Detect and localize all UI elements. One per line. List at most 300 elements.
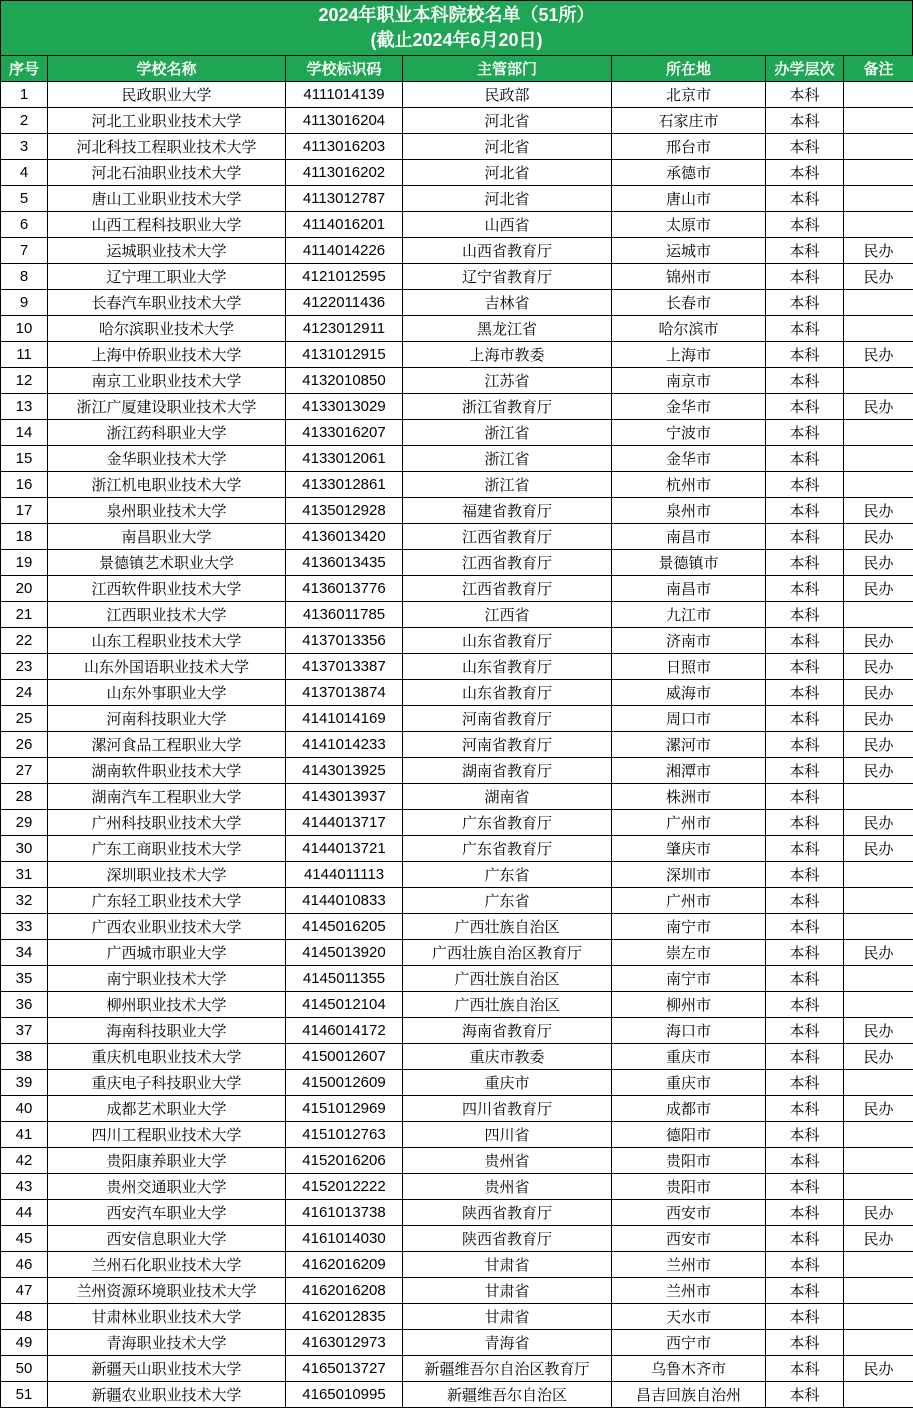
cell-note [844,316,913,342]
cell-note [844,1070,913,1096]
cell-school-id: 4133013029 [286,394,403,420]
cell-authority: 新疆维吾尔自治区 [403,1382,612,1408]
cell-level: 本科 [766,992,844,1018]
cell-authority: 辽宁省教育厅 [403,264,612,290]
cell-level: 本科 [766,602,844,628]
cell-level: 本科 [766,524,844,550]
cell-school-id: 4162012835 [286,1304,403,1330]
cell-location: 景德镇市 [612,550,766,576]
cell-index: 8 [1,264,48,290]
table-row [1,628,913,654]
cell-authority: 四川省教育厅 [403,1096,612,1122]
cell-school-id: 4136013420 [286,524,403,550]
cell-authority: 江西省教育厅 [403,524,612,550]
cell-level: 本科 [766,784,844,810]
cell-level: 本科 [766,1096,844,1122]
table-title-line1: 2024年职业本科院校名单（51所） [1,3,912,28]
cell-note: 民办 [844,1096,913,1122]
cell-index: 40 [1,1096,48,1122]
cell-index: 11 [1,342,48,368]
cell-note: 民办 [844,1356,913,1382]
cell-location: 威海市 [612,680,766,706]
table-row [1,758,913,784]
cell-location: 乌鲁木齐市 [612,1356,766,1382]
table-row [1,498,913,524]
cell-location: 哈尔滨市 [612,316,766,342]
cell-index: 5 [1,186,48,212]
cell-school-id: 4145013920 [286,940,403,966]
table-row [1,862,913,888]
cell-index: 50 [1,1356,48,1382]
cell-level: 本科 [766,628,844,654]
cell-school-name: 广东轻工职业技术大学 [48,888,286,914]
table-row [1,1122,913,1148]
cell-location: 周口市 [612,706,766,732]
table-row [1,1356,913,1382]
table-header [1,56,913,82]
cell-school-id: 4162016209 [286,1252,403,1278]
cell-index: 2 [1,108,48,134]
cell-authority: 江西省教育厅 [403,550,612,576]
cell-school-name: 南宁职业技术大学 [48,966,286,992]
cell-school-id: 4144011113 [286,862,403,888]
cell-level: 本科 [766,394,844,420]
table-row [1,1044,913,1070]
cell-location: 金华市 [612,394,766,420]
cell-index: 13 [1,394,48,420]
cell-index: 39 [1,1070,48,1096]
cell-school-id: 4141014233 [286,732,403,758]
cell-index: 44 [1,1200,48,1226]
cell-level: 本科 [766,1070,844,1096]
table-row [1,1096,913,1122]
cell-level: 本科 [766,1044,844,1070]
table-row [1,1148,913,1174]
cell-location: 石家庄市 [612,108,766,134]
table-row [1,472,913,498]
cell-school-id: 4152012222 [286,1174,403,1200]
cell-school-id: 4137013356 [286,628,403,654]
cell-level: 本科 [766,212,844,238]
cell-note [844,1174,913,1200]
cell-authority: 广东省教育厅 [403,810,612,836]
cell-level: 本科 [766,1382,844,1408]
cell-index: 36 [1,992,48,1018]
cell-school-id: 4133012061 [286,446,403,472]
cell-index: 29 [1,810,48,836]
cell-school-id: 4137013874 [286,680,403,706]
cell-location: 南昌市 [612,524,766,550]
table-row [1,394,913,420]
table-row [1,1226,913,1252]
cell-school-name: 漯河食品工程职业大学 [48,732,286,758]
cell-school-name: 景德镇艺术职业大学 [48,550,286,576]
cell-level: 本科 [766,758,844,784]
cell-note: 民办 [844,1226,913,1252]
cell-note [844,134,913,160]
cell-note [844,446,913,472]
cell-school-name: 山西工程科技职业大学 [48,212,286,238]
cell-school-name: 河北石油职业技术大学 [48,160,286,186]
table-row [1,680,913,706]
cell-level: 本科 [766,836,844,862]
cell-school-id: 4141014169 [286,706,403,732]
cell-location: 重庆市 [612,1044,766,1070]
cell-level: 本科 [766,810,844,836]
cell-note [844,1330,913,1356]
cell-index: 48 [1,1304,48,1330]
cell-school-id: 4113016204 [286,108,403,134]
cell-location: 广州市 [612,888,766,914]
cell-school-name: 新疆农业职业技术大学 [48,1382,286,1408]
cell-school-id: 4161013738 [286,1200,403,1226]
cell-school-name: 湖南汽车工程职业大学 [48,784,286,810]
cell-level: 本科 [766,472,844,498]
cell-school-id: 4144013717 [286,810,403,836]
cell-level: 本科 [766,576,844,602]
cell-authority: 民政部 [403,82,612,108]
cell-school-name: 贵阳康养职业大学 [48,1148,286,1174]
cell-location: 九江市 [612,602,766,628]
cell-school-name: 南京工业职业技术大学 [48,368,286,394]
cell-authority: 山东省教育厅 [403,680,612,706]
cell-index: 3 [1,134,48,160]
cell-location: 广州市 [612,810,766,836]
cell-note [844,992,913,1018]
cell-school-name: 新疆天山职业技术大学 [48,1356,286,1382]
cell-authority: 福建省教育厅 [403,498,612,524]
cell-level: 本科 [766,108,844,134]
cell-level: 本科 [766,446,844,472]
table-row [1,420,913,446]
cell-note [844,914,913,940]
cell-level: 本科 [766,1148,844,1174]
cell-location: 南昌市 [612,576,766,602]
cell-level: 本科 [766,1278,844,1304]
cell-note: 民办 [844,836,913,862]
table-title [0,0,913,55]
cell-authority: 湖南省教育厅 [403,758,612,784]
cell-school-name: 深圳职业技术大学 [48,862,286,888]
cell-index: 14 [1,420,48,446]
cell-level: 本科 [766,914,844,940]
cell-authority: 河北省 [403,134,612,160]
cell-note [844,1148,913,1174]
cell-authority: 重庆市教委 [403,1044,612,1070]
cell-index: 12 [1,368,48,394]
cell-location: 西安市 [612,1226,766,1252]
column-header-authority: 主管部门 [403,56,612,82]
cell-level: 本科 [766,732,844,758]
cell-index: 18 [1,524,48,550]
cell-index: 6 [1,212,48,238]
cell-note: 民办 [844,524,913,550]
cell-school-name: 运城职业技术大学 [48,238,286,264]
cell-school-id: 4133016207 [286,420,403,446]
cell-note: 民办 [844,342,913,368]
cell-school-name: 四川工程职业技术大学 [48,1122,286,1148]
cell-location: 漯河市 [612,732,766,758]
cell-location: 贵阳市 [612,1174,766,1200]
cell-school-name: 山东外国语职业技术大学 [48,654,286,680]
column-header-school-name: 学校名称 [48,56,286,82]
table-row [1,1304,913,1330]
cell-note [844,108,913,134]
cell-authority: 甘肃省 [403,1278,612,1304]
cell-school-name: 辽宁理工职业大学 [48,264,286,290]
cell-school-id: 4146014172 [286,1018,403,1044]
cell-school-id: 4144010833 [286,888,403,914]
cell-location: 西宁市 [612,1330,766,1356]
cell-index: 1 [1,82,48,108]
cell-level: 本科 [766,1122,844,1148]
column-header-level: 办学层次 [766,56,844,82]
table-row [1,1330,913,1356]
table-row [1,940,913,966]
cell-note: 民办 [844,550,913,576]
cell-authority: 四川省 [403,1122,612,1148]
table-row [1,316,913,342]
cell-index: 38 [1,1044,48,1070]
table-row [1,1278,913,1304]
cell-location: 泉州市 [612,498,766,524]
cell-school-name: 上海中侨职业技术大学 [48,342,286,368]
cell-note: 民办 [844,654,913,680]
cell-index: 33 [1,914,48,940]
cell-authority: 河南省教育厅 [403,732,612,758]
cell-authority: 江西省 [403,602,612,628]
cell-location: 成都市 [612,1096,766,1122]
table-row [1,342,913,368]
cell-note [844,82,913,108]
cell-school-name: 哈尔滨职业技术大学 [48,316,286,342]
cell-note [844,1278,913,1304]
cell-school-id: 4113012787 [286,186,403,212]
cell-authority: 青海省 [403,1330,612,1356]
cell-authority: 广西壮族自治区 [403,914,612,940]
cell-location: 日照市 [612,654,766,680]
table-row [1,1200,913,1226]
cell-school-name: 广西农业职业技术大学 [48,914,286,940]
cell-school-id: 4152016206 [286,1148,403,1174]
cell-index: 9 [1,290,48,316]
cell-authority: 山西省教育厅 [403,238,612,264]
cell-note [844,472,913,498]
cell-authority: 广西壮族自治区教育厅 [403,940,612,966]
cell-school-name: 河南科技职业大学 [48,706,286,732]
cell-school-name: 江西职业技术大学 [48,602,286,628]
cell-location: 北京市 [612,82,766,108]
cell-note: 民办 [844,810,913,836]
table-row [1,446,913,472]
cell-school-name: 广西城市职业大学 [48,940,286,966]
cell-location: 金华市 [612,446,766,472]
cell-school-name: 重庆电子科技职业大学 [48,1070,286,1096]
cell-note: 民办 [844,732,913,758]
cell-authority: 广东省教育厅 [403,836,612,862]
cell-authority: 黑龙江省 [403,316,612,342]
cell-level: 本科 [766,342,844,368]
cell-school-id: 4123012911 [286,316,403,342]
table-row [1,368,913,394]
cell-authority: 浙江省 [403,446,612,472]
cell-note: 民办 [844,264,913,290]
cell-note: 民办 [844,628,913,654]
cell-level: 本科 [766,82,844,108]
cell-level: 本科 [766,966,844,992]
table-row [1,1018,913,1044]
cell-level: 本科 [766,940,844,966]
cell-index: 27 [1,758,48,784]
cell-school-name: 兰州资源环境职业技术大学 [48,1278,286,1304]
cell-school-name: 江西软件职业技术大学 [48,576,286,602]
cell-note [844,1382,913,1408]
column-header-school-id: 学校标识码 [286,56,403,82]
cell-level: 本科 [766,498,844,524]
cell-authority: 陕西省教育厅 [403,1226,612,1252]
cell-level: 本科 [766,1200,844,1226]
cell-school-id: 4135012928 [286,498,403,524]
cell-index: 32 [1,888,48,914]
cell-authority: 河北省 [403,186,612,212]
cell-index: 7 [1,238,48,264]
cell-index: 16 [1,472,48,498]
cell-school-name: 西安信息职业大学 [48,1226,286,1252]
cell-note: 民办 [844,238,913,264]
cell-level: 本科 [766,368,844,394]
cell-location: 兰州市 [612,1252,766,1278]
table-row [1,1070,913,1096]
cell-location: 南宁市 [612,914,766,940]
cell-authority: 浙江省 [403,472,612,498]
cell-location: 昌吉回族自治州 [612,1382,766,1408]
cell-index: 41 [1,1122,48,1148]
cell-index: 49 [1,1330,48,1356]
cell-note [844,160,913,186]
cell-authority: 新疆维吾尔自治区教育厅 [403,1356,612,1382]
table-row [1,576,913,602]
cell-school-name: 青海职业技术大学 [48,1330,286,1356]
cell-index: 23 [1,654,48,680]
cell-school-id: 4161014030 [286,1226,403,1252]
cell-school-id: 4163012973 [286,1330,403,1356]
table-row [1,108,913,134]
cell-index: 19 [1,550,48,576]
cell-index: 24 [1,680,48,706]
table-row [1,238,913,264]
cell-location: 德阳市 [612,1122,766,1148]
cell-location: 株洲市 [612,784,766,810]
cell-index: 4 [1,160,48,186]
cell-school-name: 河北科技工程职业技术大学 [48,134,286,160]
cell-location: 天水市 [612,1304,766,1330]
cell-authority: 广西壮族自治区 [403,966,612,992]
cell-index: 22 [1,628,48,654]
cell-authority: 贵州省 [403,1148,612,1174]
cell-school-id: 4165013727 [286,1356,403,1382]
header-row [1,56,913,82]
table-row [1,290,913,316]
cell-index: 47 [1,1278,48,1304]
cell-location: 柳州市 [612,992,766,1018]
cell-location: 南宁市 [612,966,766,992]
cell-index: 26 [1,732,48,758]
cell-authority: 上海市教委 [403,342,612,368]
cell-school-id: 4144013721 [286,836,403,862]
table-row [1,784,913,810]
cell-index: 35 [1,966,48,992]
cell-location: 西安市 [612,1200,766,1226]
cell-note [844,888,913,914]
cell-authority: 重庆市 [403,1070,612,1096]
cell-note [844,862,913,888]
cell-school-id: 4137013387 [286,654,403,680]
table-row [1,706,913,732]
cell-location: 崇左市 [612,940,766,966]
cell-school-id: 4151012969 [286,1096,403,1122]
table-row [1,888,913,914]
table-row [1,966,913,992]
cell-authority: 江苏省 [403,368,612,394]
cell-level: 本科 [766,160,844,186]
cell-level: 本科 [766,1174,844,1200]
cell-authority: 广东省 [403,862,612,888]
table-row [1,160,913,186]
cell-level: 本科 [766,1226,844,1252]
cell-note [844,1252,913,1278]
cell-note: 民办 [844,706,913,732]
cell-authority: 广西壮族自治区 [403,992,612,1018]
cell-index: 34 [1,940,48,966]
table-row [1,602,913,628]
cell-school-name: 海南科技职业大学 [48,1018,286,1044]
cell-location: 邢台市 [612,134,766,160]
table-title-line2: (截止2024年6月20日) [1,28,912,53]
cell-index: 30 [1,836,48,862]
cell-index: 37 [1,1018,48,1044]
cell-school-id: 4150012607 [286,1044,403,1070]
cell-school-id: 4121012595 [286,264,403,290]
cell-school-name: 甘肃林业职业技术大学 [48,1304,286,1330]
cell-note: 民办 [844,758,913,784]
table-row [1,212,913,238]
cell-level: 本科 [766,290,844,316]
cell-index: 15 [1,446,48,472]
cell-authority: 山东省教育厅 [403,628,612,654]
table-row [1,732,913,758]
cell-school-name: 浙江药科职业大学 [48,420,286,446]
cell-location: 宁波市 [612,420,766,446]
cell-school-id: 4132010850 [286,368,403,394]
cell-school-name: 南昌职业大学 [48,524,286,550]
cell-school-id: 4114016201 [286,212,403,238]
cell-index: 45 [1,1226,48,1252]
cell-level: 本科 [766,550,844,576]
cell-level: 本科 [766,1252,844,1278]
table-row [1,82,913,108]
cell-school-name: 柳州职业技术大学 [48,992,286,1018]
table-row [1,1252,913,1278]
cell-level: 本科 [766,680,844,706]
cell-school-name: 西安汽车职业大学 [48,1200,286,1226]
cell-index: 20 [1,576,48,602]
cell-location: 杭州市 [612,472,766,498]
cell-index: 46 [1,1252,48,1278]
table-row [1,1382,913,1408]
cell-authority: 河南省教育厅 [403,706,612,732]
cell-note [844,186,913,212]
cell-note [844,420,913,446]
